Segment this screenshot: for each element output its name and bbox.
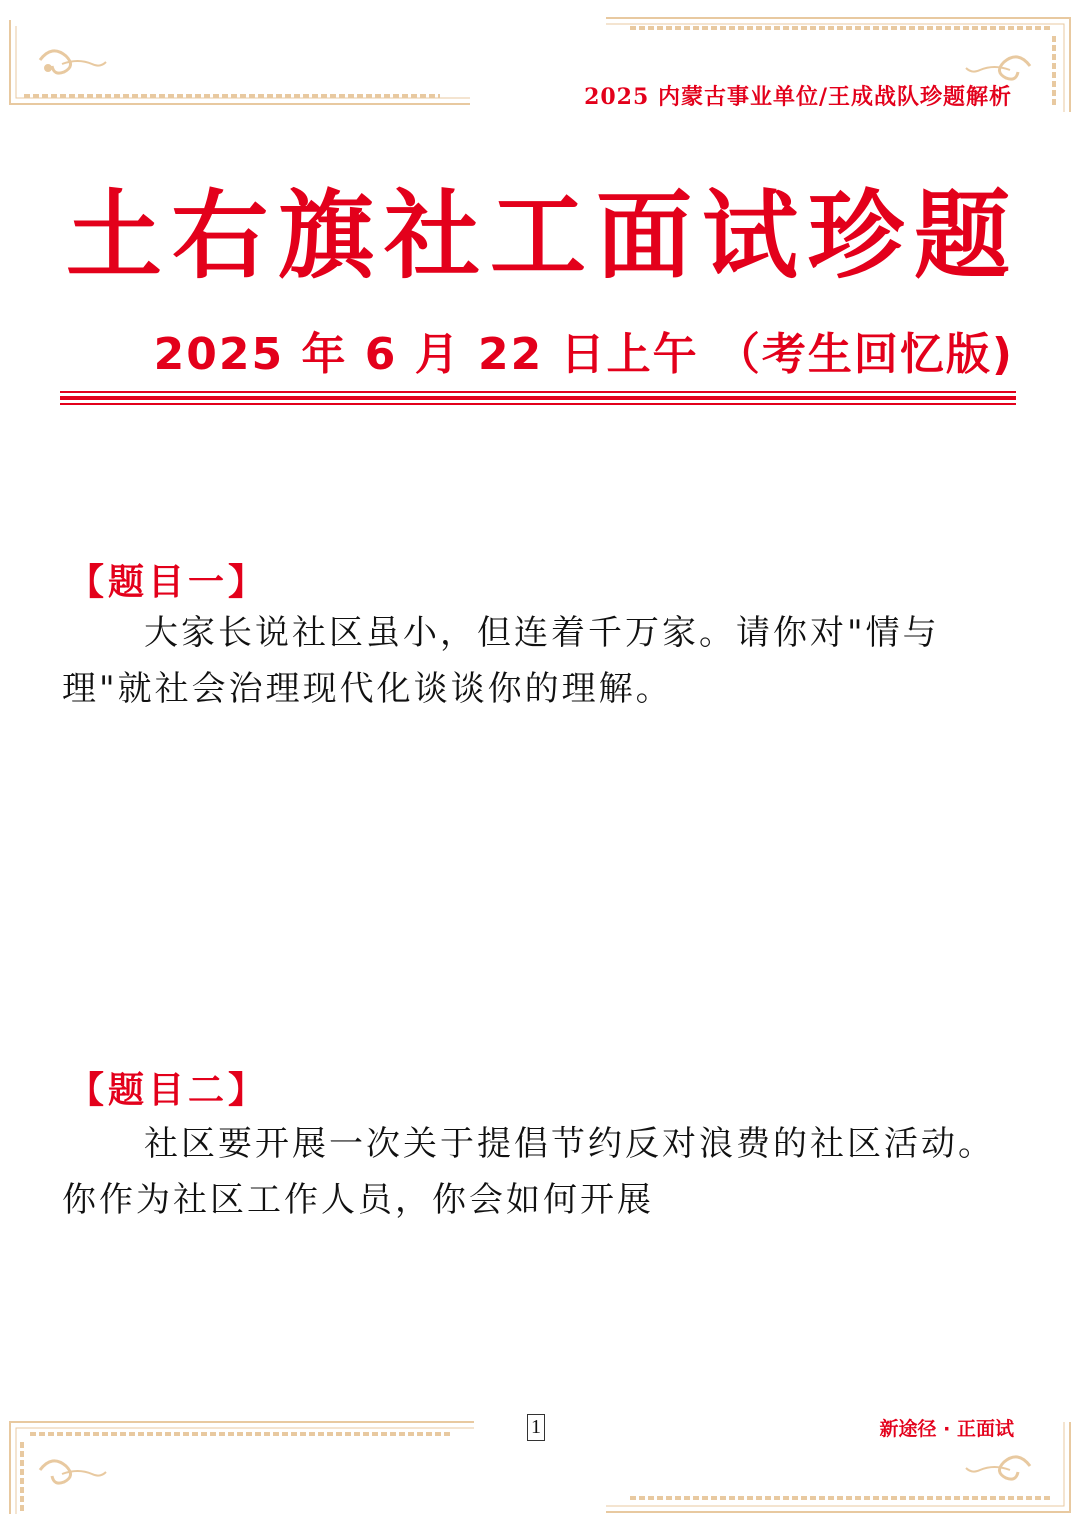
title-divider-thick <box>60 396 1016 400</box>
title-divider-thin-bottom <box>60 403 1016 405</box>
question-one-label: 【题目一】 <box>68 561 269 603</box>
question-one-text: 大家长说社区虽小，但连着千万家。请你对"情与理"就社会治理现代化谈谈你的理解。 <box>62 613 940 709</box>
question-two-label: 【题目二】 <box>68 1069 269 1111</box>
footer-note: 新途径 · 正面试 <box>879 1418 1014 1440</box>
bottom-left-ornament <box>0 1412 480 1522</box>
title-divider-thin-top <box>60 391 1016 393</box>
page-subtitle: 2025 年 6 月 22 日上午 （考生回忆版) <box>153 329 1014 380</box>
page-title: 土右旗社工面试珍题 <box>66 179 1020 292</box>
question-two-text: 社区要开展一次关于提倡节约反对浪费的社区活动。你作为社区工作人员，你会如何开展 <box>62 1124 995 1220</box>
page-number: 1 <box>527 1414 545 1441</box>
top-left-ornament <box>0 12 480 112</box>
header-note: 2025 内蒙古事业单位/王成战队珍题解析 <box>584 84 1012 110</box>
